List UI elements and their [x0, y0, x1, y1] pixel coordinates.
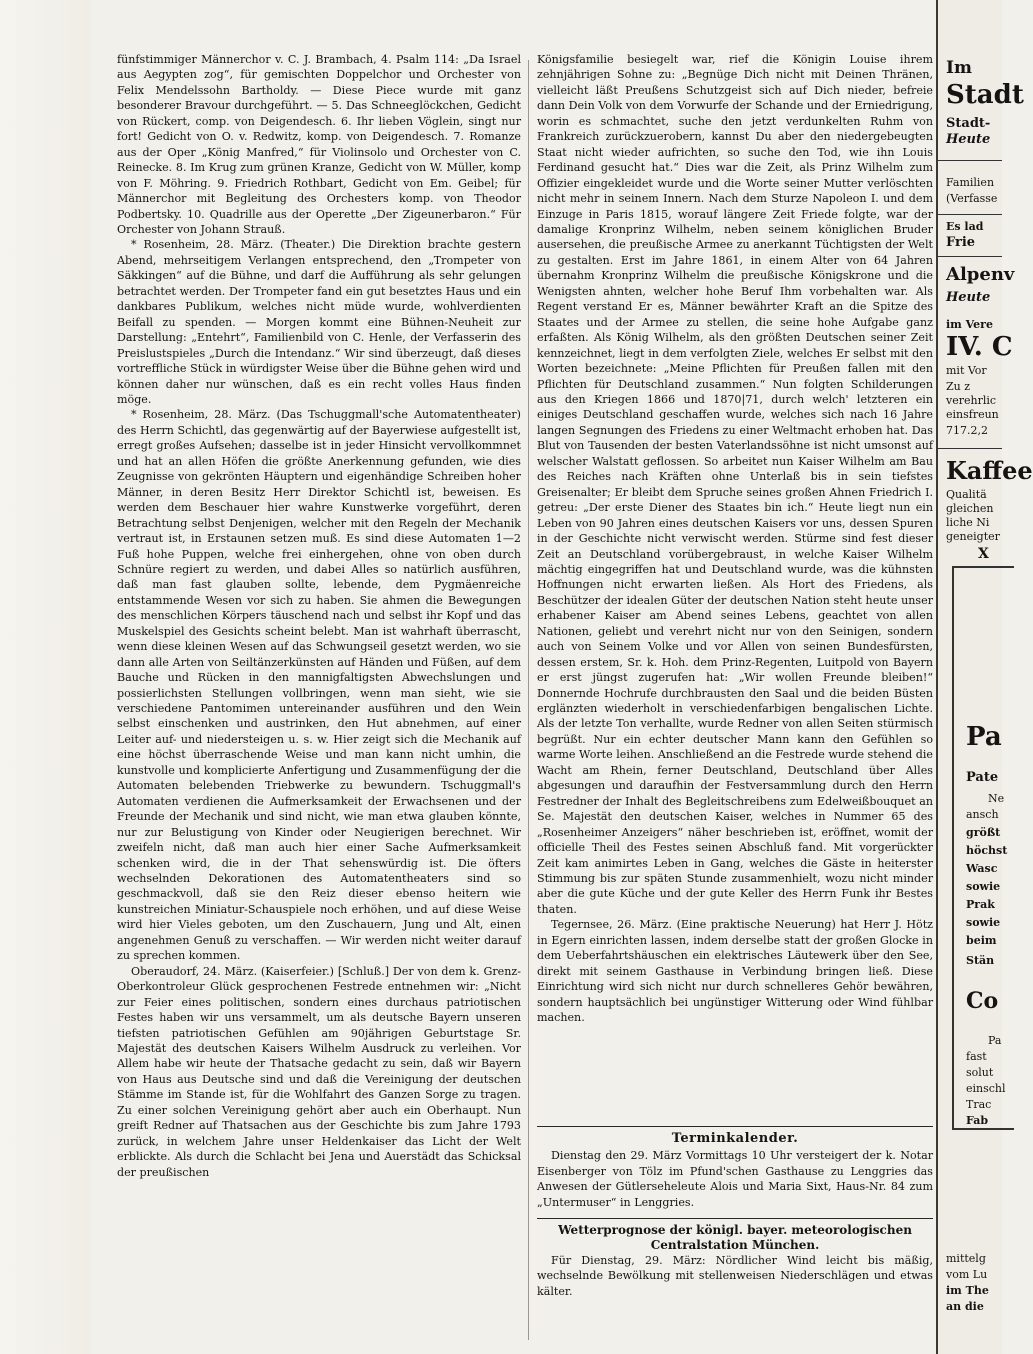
neighbor-fragment: größt	[966, 826, 1001, 839]
neighbor-fragment: Es lad	[946, 220, 984, 233]
neighbor-fragment: verehrlic	[946, 394, 997, 407]
neighbor-fragment: sowie	[966, 916, 1001, 929]
neighbor-fragment: Stadt-	[946, 116, 991, 131]
neighbor-fragment: mit Vor	[946, 364, 987, 377]
weather-forecast-box	[537, 1214, 933, 1299]
neighbor-fragment: ansch	[966, 808, 999, 821]
neighbor-fragment: Prak	[966, 898, 995, 911]
concert-program-paragraph: fünfstimmiger Männerchor v. C. J. Brambach, 4. Psalm 114: „Da Israel aus Aegypten zog“, für gemischten Doppelchor und Orchester von Felix Mendelssohn Bartholdy. — Diese Piece wurde mit ganz besonderer Bravour durchgeführt. — 5. Das Schneeglöckchen, Gedicht von Rückert, comp. von Deigendesch. 6. Ihr lieben Vöglein, singt nur fort! Gedicht von O. v. Redwitz, komp. von Deigendesch. 7. Romanze aus der Oper „König Manfred,“ für Violinsolo und Orchester von C. Reinecke. 8. Im Krug zum grünen Kranze, Gedicht von W. Müller, komp von F. Möhring. 9. Friedrich Rothbart, Gedicht von Em. Geibel; für Männerchor mit Begleitung des Orchesters komp. von Theodor Podbertsky. 10. Quadrille aus der Operette „Der Zigeunerbaron.“ Für Orchester von Johann Strauß.	[117, 53, 521, 236]
neighbor-fragment: Wasc	[966, 862, 998, 875]
neighbor-fragment: Pate	[966, 770, 999, 785]
neighbor-fragment: Familien	[946, 176, 995, 189]
weather-text: Für Dienstag, 29. März: Nördlicher Wind leicht bis mäßig, wechselnde Bewölkung mit stellenweisen Niederschlägen und etwas kälter.	[537, 1254, 933, 1298]
neighbor-fragment: mittelg	[946, 1252, 986, 1265]
neighbor-fragment: höchst	[966, 844, 1008, 857]
weather-rule-top	[537, 1218, 933, 1219]
neighbor-fragment: Heute	[946, 290, 991, 305]
neighbor-rule	[938, 448, 1002, 449]
adjacent-page-fragment	[936, 0, 1033, 1354]
neighbor-fragment: Stän	[966, 954, 995, 967]
rosenheim-automaton-article: * Rosenheim, 28. März. (Das Tschuggmall'sche Automatentheater) des Herrn Schichtl, das gegenwärtig auf der Bayerwiese aufgestellt ist, erregt großes Aufsehen; dasselbe ist in jeder Hinsicht vervollkommnet und hat an allen Höfen die größte Anerkennung gefunden, wie dies Zeugnisse von gekrönten Häuptern und eigenhändige Schreiben hoher Männer, in deren Besitz Herr Direktor Schichtl ist, beweisen. Es werden dem Beschauer hier wahre Kunstwerke vorgeführt, deren Betrachtung selbst Denjenigen, welcher mit den Regeln der Mechanik vertraut ist, in Erstaunen setzen muß. Es sind diese Automaten 1—2 Fuß hohe Puppen, welche frei einhergehen, ohne von oben durch Schnüre regiert zu werden, und dabei Alles so natürlich ausführen, daß man fast glauben sollte, lebende, dem Pygmäenreiche entstammende Wesen vor sich zu haben. Sie ahmen die Bewegungen des menschlichen Körpers täuschend nach und selbst ihr Kopf und das Muskelspiel des Gesichts scheint belebt. Man ist wahrhaft überrascht, wenn diese kleinen Wesen auf das Schwungseil gesetzt werden, wo sie dann alle Arten von Seiltänzerkünsten auf Händen und Füßen, auf dem Bauche und Rücken in den mannigfaltigsten Abwechslungen und possierlichsten Stellungen vollbringen, wenn man sieht, wie sie verschiedene Pantomimen untereinander ausführen und den Wein selbst einschenken und austrinken, den Hut abnehmen, auf einer Leiter auf- und niedersteigen u. s. w. Hier zeigt sich die Mechanik auf eine höchst überraschende Weise und man kann nicht umhin, die kunstvolle und komplicierte Anfertigung und Zusammenfügung der die Automaten belebenden Triebwerke zu bewundern. Tschuggmall's Automaten verdienen die Aufmerksamkeit der Erwachsenen und der Freunde der Mechanik und sind nicht, wie man etwa glauben könnte, nur zur Belustigung von Kinder oder Neugierigen berechnet. Wir zweifeln nicht, daß man auch hier einer Sache Aufmerksamkeit schenken wird, die in der That sehenswürdig ist. Die öfters wechselnden Dekorationen des Automatentheaters sind so geschmackvoll, daß sie den Reiz dieser ebenso heitern wie kunstreichen Miniatur-Schauspiele noch erhöhen, und auf diese Weise wird hier Vieles geboten, um den Zuschauern, Jung und Alt, einen angenehmen Genuß zu verschaffen. — Wir werden nicht weiter darauf zu sprechen kommen.	[117, 408, 521, 963]
neighbor-rule	[938, 214, 1002, 215]
neighbor-fragment: (Verfasse	[946, 192, 998, 205]
neighbor-fragment: Trac	[966, 1098, 992, 1111]
neighbor-fragment: Ne	[988, 792, 1005, 805]
neighbor-fragment: solut	[966, 1066, 994, 1079]
neighbor-fragment: Fab	[966, 1114, 989, 1127]
neighbor-fragment: geneigter	[946, 530, 1000, 543]
terminkalender-title: Terminkalender.	[671, 1131, 799, 1146]
left-column	[117, 52, 521, 1342]
neighbor-fragment: IV. C	[946, 332, 1013, 362]
neighbor-fragment: beim	[966, 934, 997, 947]
page-margin	[0, 0, 90, 1354]
neighbor-fragment: Stadt	[946, 80, 1024, 110]
neighbor-fragment: 717.2,2	[946, 424, 988, 437]
neighbor-fragment: an die	[946, 1300, 984, 1313]
right-column	[537, 52, 933, 1132]
neighbor-fragment: Pa	[988, 1034, 1002, 1047]
neighbor-fragment: Pa	[966, 722, 1002, 752]
neighbor-fragment: Qualitä	[946, 488, 987, 501]
neighbor-fragment: gleichen	[946, 502, 994, 515]
oberaudorf-kaiserfeier-article: Oberaudorf, 24. März. (Kaiserfeier.) [Schluß.] Der von dem k. Grenz-Oberkontroleur Glück gesprochenen Festrede entnehmen wir: „Nicht zur Feier eines politischen, sondern eines durchaus patriotischen Festes haben wir uns versammelt, um als deutsche Bayern unseren tiefsten patriotischen Gefühlen am 90jährigen Geburtstage Sr. Majestät des deutschen Kaisers Wilhelm Ausdruck zu verleihen. Vor Allem habe wir heute der Thatsache gedacht zu sein, daß wir Bayern von Haus aus Deutsche sind und daß die Vereinigung der deutschen Stämme im Stande ist, für die Wohlfahrt des Ganzen Sorge zu tragen. Zu einer solchen Vereinigung gehört aber auch ein Oberhaupt. Nun greift Redner auf Thatsachen aus der Geschichte bis zum Jahre 1793 zurück, in welchem Jahre unser Heldenkaiser das Licht der Welt erblickte. Als durch die Schlacht bei Jena und Auerstädt das Schicksal der preußischen	[117, 964, 521, 1179]
neighbor-fragment: Heute	[946, 132, 991, 147]
neighbor-fragment: sowie	[966, 880, 1001, 893]
terminkalender-text: Dienstag den 29. März Vormittags 10 Uhr versteigert der k. Notar Eisenberger von Tölz im Pfund'schen Gasthause zu Lenggries das Anwesen der Gütlerseheleute Alois und Maria Sixt, Haus-Nr. 84 zum „Untermuser“ in Lenggries.	[537, 1149, 933, 1209]
rosenheim-theater-article: * Rosenheim, 28. März. (Theater.) Die Direktion brachte gestern Abend, mehrseitigem Verlangen entsprechend, den „Trompeter von Säkkingen“ auf die Bühne, und darf die Aufführung als sehr gelungen betrachtet werden. Der Trompeter fand ein gut besetztes Haus und ein dankbares Publikum, welches nicht müde wurde, wohlverdienten Beifall zu spenden. — Morgen kommt eine Bühnen-Neuheit zur Darstellung: „Entehrt“, Familienbild von C. Henle, der Verfasserin des Preislustspieles „Durch die Intendanz.“ Wir sind überzeugt, daß dieses vortreffliche Stück in würdigster Weise über die Bühne gehen wird und können daher nur wünschen, daß es ein recht volles Haus finden möge.	[117, 238, 521, 406]
column-divider	[528, 60, 529, 1340]
neighbor-fragment: vom Lu	[946, 1268, 988, 1281]
neighbor-fragment: Frie	[946, 235, 976, 250]
terminkalender-box	[537, 1122, 933, 1210]
neighbor-fragment: fast	[966, 1050, 987, 1063]
neighbor-fragment: einschl	[966, 1082, 1006, 1095]
neighbor-fragment: im Vere	[946, 318, 993, 331]
neighbor-rule	[938, 256, 1002, 257]
terminkalender-rule-top	[537, 1126, 933, 1127]
neighbor-fragment: liche Ni	[946, 516, 990, 529]
weather-title: Wetterprognose der königl. bayer. meteorologischen Centralstation München.	[558, 1223, 912, 1252]
neighbor-fragment: Alpenv	[946, 264, 1015, 285]
neighbor-fragment: Kaffee	[946, 456, 1033, 485]
neighbor-fragment: Co	[966, 988, 999, 1014]
neighbor-rule	[938, 160, 1002, 161]
neighbor-fragment: Im	[946, 58, 972, 78]
neighbor-fragment: Zu z	[946, 380, 971, 393]
neighbor-fragment: X	[978, 546, 989, 562]
neighbor-fragment: im The	[946, 1284, 989, 1297]
kaiserfeier-continuation: Königsfamilie besiegelt war, rief die Königin Louise ihrem zehnjährigen Sohne zu: „Begnüge Dich nicht mit Deinen Thränen, vielleicht läßt Preußens Schutzgeist sich auf Dich nieder, befreie dann Dein Volk von dem Vorwurfe der Schande und der Erniedrigung, worin es schmachtet, suche den jetzt verdunkelten Ruhm von Frankreich zurückzuerobern, kannst Du aber den niedergebeugten Staat nicht wieder aufrichten, so suche den Tod, wie ihn Louis Ferdinand gesucht hat.“ Dies war die Zeit, als Prinz Wilhelm zum Offizier eingekleidet wurde und die Worte seiner Mutter verlöschten nicht mehr in seinem Innern. Nach dem Sturze Napoleon I. und dem Einzuge in Paris 1815, worauf längere Zeit Friede folgte, war der damalige Kronprinz Wilhelm, neben seinem königlichen Bruder ausersehen, die preußische Armee zu anerkannt Tüchtigsten der Welt zu gestalten. Erst im Jahre 1861, in einem Alter von 64 Jahren übernahm Kronprinz Wilhelm die preußische Königskrone und die Wenigsten ahnten, welcher hohe Beruf Ihm vorbehalten war. Als Regent verstand Er es, Männer bewährter Kraft an die Spitze des Staates und der Armee zu stellen, die seine hohe Aufgabe ganz erfaßten. Als König Wilhelm, als den größten Deutschen seiner Zeit kennzeichnet, liegt in dem verfolgten Ziele, welches Er selbst mit den Worten bezeichnete: „Meine Pflichten für Preußen fallen mit den Pflichten für Deutschland zusammen.“ Nun folgten Schilderungen aus den Kriegen 1866 und 1870|71, durch welch' letzteren ein einiges Deutschland geschaffen wurde, welches sich nach 16 Jahre langen Segnungen des Friedens zu einer Weltmacht erhoben hat. Das Blut von Tausenden der besten Vaterlandssöhne ist nicht umsonst auf welscher Walstatt geflossen. So arbeitet nun Kaiser Wilhelm am Bau des Reiches nach Kräften ohne Unterlaß bis in sein tiefstes Greisenalter; Er bleibt dem Spruche seines großen Ahnen Friedrich I. getreu: „Der erste Diener des Staates bin ich.“ Heute liegt nun ein Leben von 90 Jahren eines deutschen Kaisers vor uns, dessen Spuren in der Geschichte nicht verwischt werden. Stürme sind fest dieser Zeit an Deutschland vorübergebraust, in welche Kaiser Wilhelm mächtig eingegriffen hat und Deutschland wurde, was die kühnsten Hoffnungen nicht erwarten ließen. Als Hort des Friedens, als Beschützer der idealen Güter der deutschen Nation steht heute unser erhabener Kaiser am Abend seines Lebens, geachtet von allen Nationen, geliebt und verehrt nicht nur von den Seinigen, sondern auch von Seinem Volke und vor Allen von seinen Bundesfürsten, dessen erstem, Sr. k. Hoh. dem Prinz-Regenten, Luitpold von Bayern er erst jüngst zugerufen hat: „Wir wollen Freunde bleiben!“ Donnernde Hochrufe durchbrausten den Saal und die beiden Büsten erglänzten wiederholt in verschiedenfarbigen bengalischen Lichte. Als der letzte Ton verhallte, wurde Redner von allen Seiten stürmisch begrüßt. Nur ein echter deutscher Mann kann den Gefühlen so warme Worte leihen. Anschließend an die Festrede wurde stehend die Wacht am Rhein, ferner Deutschland, Deutschland über Alles abgesungen und daraufhin der Festversammlung durch den Herrn Festredner der Inhalt des Begleitschreibens zum Edelweißbouquet an Se. Majestät den deutschen Kaiser, welches in Nummer 65 des „Rosenheimer Anzeigers“ näher beschrieben ist, eröffnet, womit der officielle Theil des Festes seinen Abschluß fand. Mit vorgerückter Zeit kam animirtes Leben in Gang, welches die Gäste in heiterster Stimmung bis zur späten Stunde zusammenhielt, wozu nicht minder aber die gute Küche und der gute Keller des Herrn Funk ihr Bestes thaten.	[537, 53, 933, 916]
tegernsee-article: Tegernsee, 26. März. (Eine praktische Neuerung) hat Herr J. Hötz in Egern einrichten lassen, indem derselbe statt der großen Glocke in dem Ueberfahrtshäuschen ein elektrisches Läutewerk über den See, direkt mit seinem Gasthause in Verbindung bringen ließ. Diese Einrichtung wird sich nicht nur durch schnelleres Gehör bewähren, sondern hauptsächlich bei ungünstiger Witterung oder Wind fühlbar machen.	[537, 918, 933, 1025]
neighbor-fragment: einsfreun	[946, 408, 999, 421]
